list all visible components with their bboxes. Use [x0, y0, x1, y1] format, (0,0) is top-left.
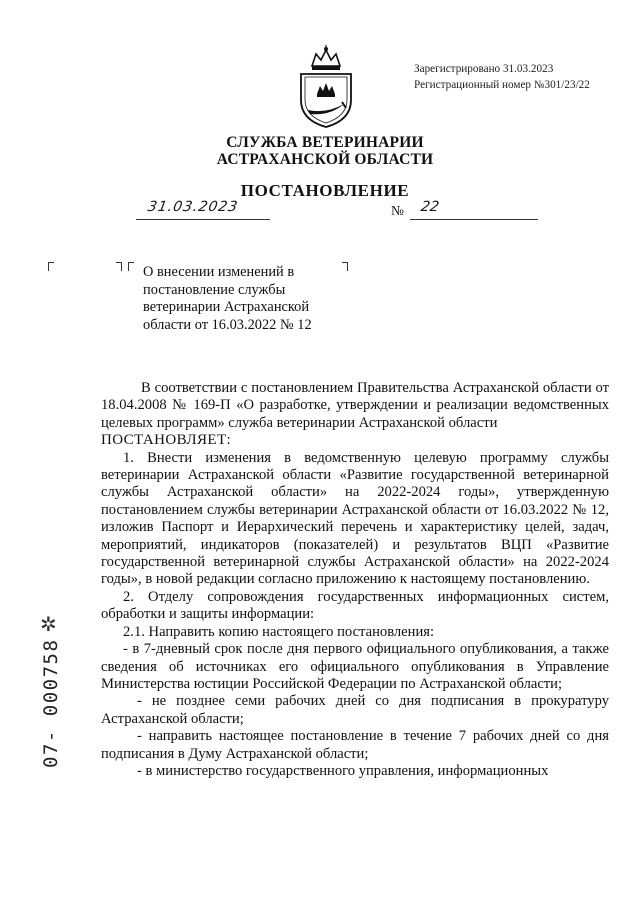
document-subject — [143, 264, 343, 334]
subject-line2: постановление службы — [143, 281, 286, 298]
corner-bracket-inner-left — [128, 262, 134, 271]
registration-date: Зарегистрировано 31.03.2023 — [414, 63, 554, 75]
registration-stamp — [414, 61, 614, 93]
bullet-1: - в 7-дневный срок после дня первого официального опубликования, а также сведения об источниках его официального опубликования в Управление Министерства юстиции Российской Федерации по Астраханской области; — [101, 641, 609, 692]
number-label: № — [391, 203, 404, 218]
paragraph-2-1: 2.1. Направить копию настоящего постановления: — [123, 623, 435, 640]
document-body — [101, 380, 609, 780]
bullet-2: - не позднее семи рабочих дней со дня подписания в прокуратуру Астраханской области; — [101, 693, 609, 727]
document-date: 31.03.2023 — [146, 199, 240, 215]
bullet-3: - направить настоящее постановление в течение 7 рабочих дней со дня подписания в Думу Астраханской области; — [101, 728, 609, 762]
corner-bracket-left — [48, 262, 54, 271]
subject-line3: ветеринарии Астраханской — [143, 299, 310, 315]
organization-name-line1: СЛУЖБА ВЕТЕРИНАРИИ — [226, 134, 424, 151]
registration-number: Регистрационный номер №301/23/22 — [414, 79, 590, 91]
document-number: 22 — [419, 199, 441, 215]
bullet-4: - в министерство государственного управления, информационных — [137, 762, 549, 779]
paragraph-1: 1. Внести изменения в ведомственную целевую программу службы ветеринарии Астраханской области «Развитие государственной ветеринарной службы Астраханской области» на 2022-2024 годы», утвержденную постановлением службы ветеринарии Астраханской области от 16.03.2022 № 12, изложив Паспорт и Иерархический перечень и характеристику целей, задач, мероприятий, индикаторов (показателей) и результатов ВЦП «Развитие государственной ветеринарной службы Астраханской области» на 2022-2024 годы», в новой редакции согласно приложению к настоящему постановлению. — [101, 449, 609, 588]
corner-bracket-inner-right — [116, 262, 122, 271]
organization-name — [150, 134, 500, 168]
side-registration-code: 07- 000758 — [40, 638, 62, 768]
document-type-title: ПОСТАНОВЛЕНИЕ — [240, 181, 410, 200]
margin-mark-icon: ✲ — [40, 612, 57, 636]
decree-word: ПОСТАНОВЛЯЕТ: — [101, 432, 232, 449]
coat-of-arms-emblem — [294, 44, 358, 128]
preamble-paragraph: В соответствии с постановлением Правительства Астраханской области от 18.04.2008 № 169-П «О разработке, утверждении и реализации ведомственных целевых программ» служба ветеринарии Астраханской области — [101, 380, 609, 431]
subject-line4: области от 16.03.2022 № 12 — [143, 316, 312, 333]
paragraph-2: 2. Отделу сопровождения государственных информационных систем, обработки и защиты информации: — [101, 588, 609, 623]
subject-line1: О внесении изменений в — [143, 264, 295, 280]
organization-name-line2: АСТРАХАНСКОЙ ОБЛАСТИ — [216, 151, 434, 168]
